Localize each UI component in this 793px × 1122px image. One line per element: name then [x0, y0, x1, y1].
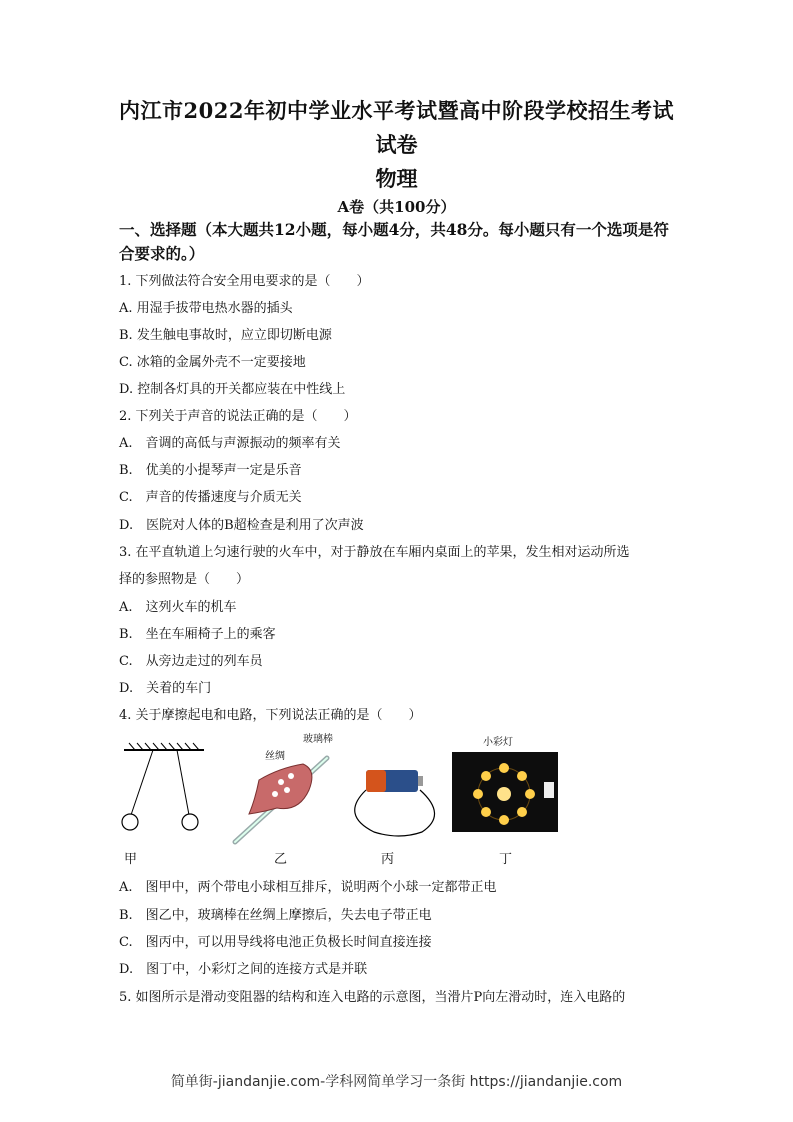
question-4-option-c: C. 图丙中，可以用导线将电池正负极长时间直接连接: [119, 935, 432, 950]
question-3-stem-line1: 3. 在平直轨道上匀速行驶的火车中，对于静放在车厢内桌面上的苹果，发生相对运动所选: [119, 545, 630, 560]
silk-label: 丝绸: [265, 751, 285, 762]
figure-ding-string-lights: [452, 752, 558, 832]
question-1-option-d: D. 控制各灯具的开关都应装在中性线上: [119, 382, 346, 397]
question-1-option-c: C. 冰箱的金属外壳不一定要接地: [119, 355, 306, 370]
volume-title: A卷（共100分）: [337, 198, 456, 216]
question-3-option-d: D. 关着的车门: [119, 681, 212, 696]
question-2-option-c: C. 声音的传播速度与介质无关: [119, 490, 302, 505]
string-lights-photo: [452, 752, 558, 832]
question-2-option-a: A. 音调的高低与声源振动的频率有关: [119, 436, 341, 451]
glass-rod-label: 玻璃棒: [303, 734, 333, 745]
section-heading: 一、选择题（本大题共12小题，每小题4分，共48分。每小题只有一个选项是符合要求的。）: [119, 220, 669, 263]
figure-label-yi: 乙: [274, 852, 288, 867]
question-4-stem: 4. 关于摩擦起电和电路，下列说法正确的是（ ）: [119, 708, 422, 723]
question-3-option-a: A. 这列火车的机车: [119, 600, 237, 615]
question-3-option-b: B. 坐在车厢椅子上的乘客: [119, 627, 276, 642]
question-1-stem: 1. 下列做法符合安全用电要求的是（ ）: [119, 274, 370, 289]
question-2-stem: 2. 下列关于声音的说法正确的是（ ）: [119, 409, 357, 424]
figure-label-ding: 丁: [499, 852, 513, 867]
question-4-option-a: A. 图甲中，两个带电小球相互排斥，说明两个小球一定都带正电: [119, 880, 497, 895]
figure-jia-pendulum: [119, 740, 209, 840]
question-5-stem: 5. 如图所示是滑动变阻器的结构和连入电路的示意图，当滑片P向左滑动时，连入电路的: [119, 990, 626, 1005]
figure-label-jia: 甲: [124, 852, 138, 867]
subject-title: 物理: [375, 166, 418, 191]
question-1-option-b: B. 发生触电事故时，应立即切断电源: [119, 328, 332, 343]
exam-title-line2: 试卷: [375, 132, 418, 157]
figure-label-bing: 丙: [381, 852, 395, 867]
figure-bing-battery: [344, 760, 449, 840]
question-3-option-c: C. 从旁边走过的列车员: [119, 654, 263, 669]
exam-title-line1: 内江市2022年初中学业水平考试暨高中阶段学校招生考试: [119, 98, 674, 123]
question-3-stem-line2: 择的参照物是（ ）: [119, 572, 250, 587]
question-4-option-b: B. 图乙中，玻璃棒在丝绸上摩擦后，失去电子带正电: [119, 908, 432, 923]
question-4-figure: [119, 730, 679, 870]
question-4-option-d: D. 图丁中，小彩灯之间的连接方式是并联: [119, 962, 368, 977]
question-2-option-d: D. 医院对人体的B超检查是利用了次声波: [119, 518, 364, 533]
question-1-option-a: A. 用湿手拔带电热水器的插头: [119, 301, 293, 316]
question-2-option-b: B. 优美的小提琴声一定是乐音: [119, 463, 302, 478]
string-lights-label: 小彩灯: [483, 737, 513, 748]
page-footer: 简单街-jiandanjie.com-学科网简单学习一条街 https://jiandanjie.com: [170, 1074, 623, 1090]
